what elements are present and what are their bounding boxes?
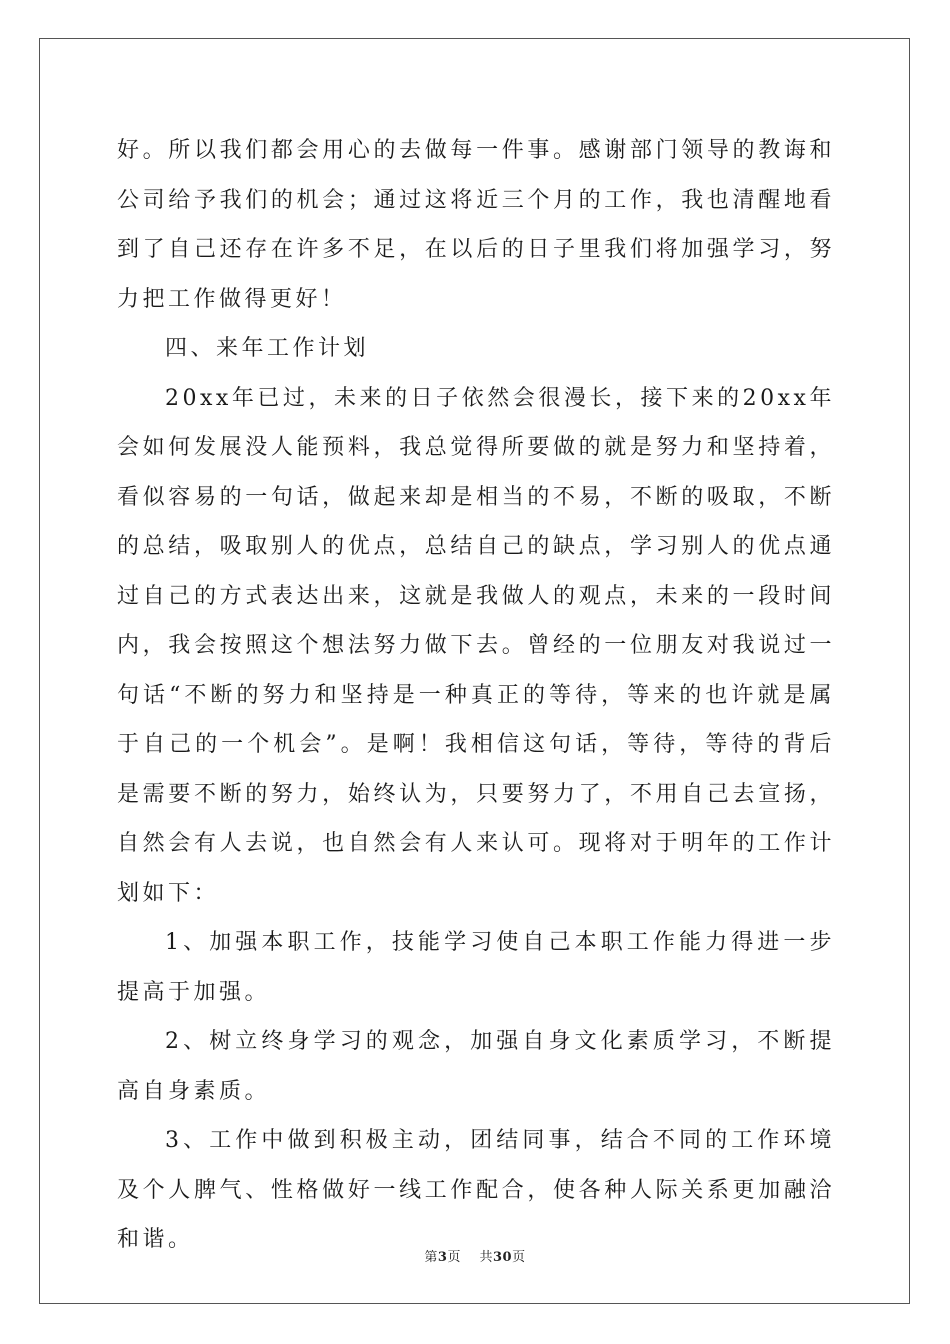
section-heading: 四、来年工作计划 xyxy=(165,336,370,361)
list-item-3: 3、工作中做到积极主动，团结同事，结合不同的工作环境及个人脾气、性格做好一线工作配合，使各种人际关系更加融洽和谐。 xyxy=(117,1128,835,1252)
document-body xyxy=(117,126,835,1265)
list-item-2: 2、树立终身学习的观念，加强自身文化素质学习，不断提高自身素质。 xyxy=(117,1029,835,1104)
footer-prefix: 第 xyxy=(424,1250,438,1265)
page-footer xyxy=(0,1246,950,1265)
list-item-1: 1、加强本职工作，技能学习使自己本职工作能力得进一步提高于加强。 xyxy=(117,930,835,1005)
paragraph-continuation: 好。所以我们都会用心的去做每一件事。感谢部门领导的教诲和公司给予我们的机会；通过这将近三个月的工作，我也清醒地看到了自己还存在许多不足，在以后的日子里我们将加强学习，努力把工作做得更好！ xyxy=(117,138,835,312)
footer-total-pages: 30 xyxy=(493,1250,513,1265)
footer-page-number: 3 xyxy=(437,1250,448,1265)
footer-total-prefix: 共 xyxy=(479,1250,493,1265)
footer-total-suffix: 页 xyxy=(512,1250,526,1265)
paragraph-plan-intro: 20xx年已过，未来的日子依然会很漫长，接下来的20xx年会如何发展没人能预料，我总觉得所要做的就是努力和坚持着，看似容易的一句话，做起来却是相当的不易，不断的吸取，不断的总结，吸取别人的优点，总结自己的缺点，学习别人的优点通过自己的方式表达出来，这就是我做人的观点，未来的一段时间内，我会按照这个想法努力做下去。曾经的一位朋友对我说过一句话“不断的努力和坚持是一种真正的等待，等来的也许就是属于自己的一个机会”。是啊！我相信这句话，等待，等待的背后是需要不断的努力，始终认为，只要努力了，不用自己去宣扬，自然会有人去说，也自然会有人来认可。现将对于明年的工作计划如下： xyxy=(117,385,835,906)
footer-page-suffix: 页 xyxy=(447,1250,461,1265)
